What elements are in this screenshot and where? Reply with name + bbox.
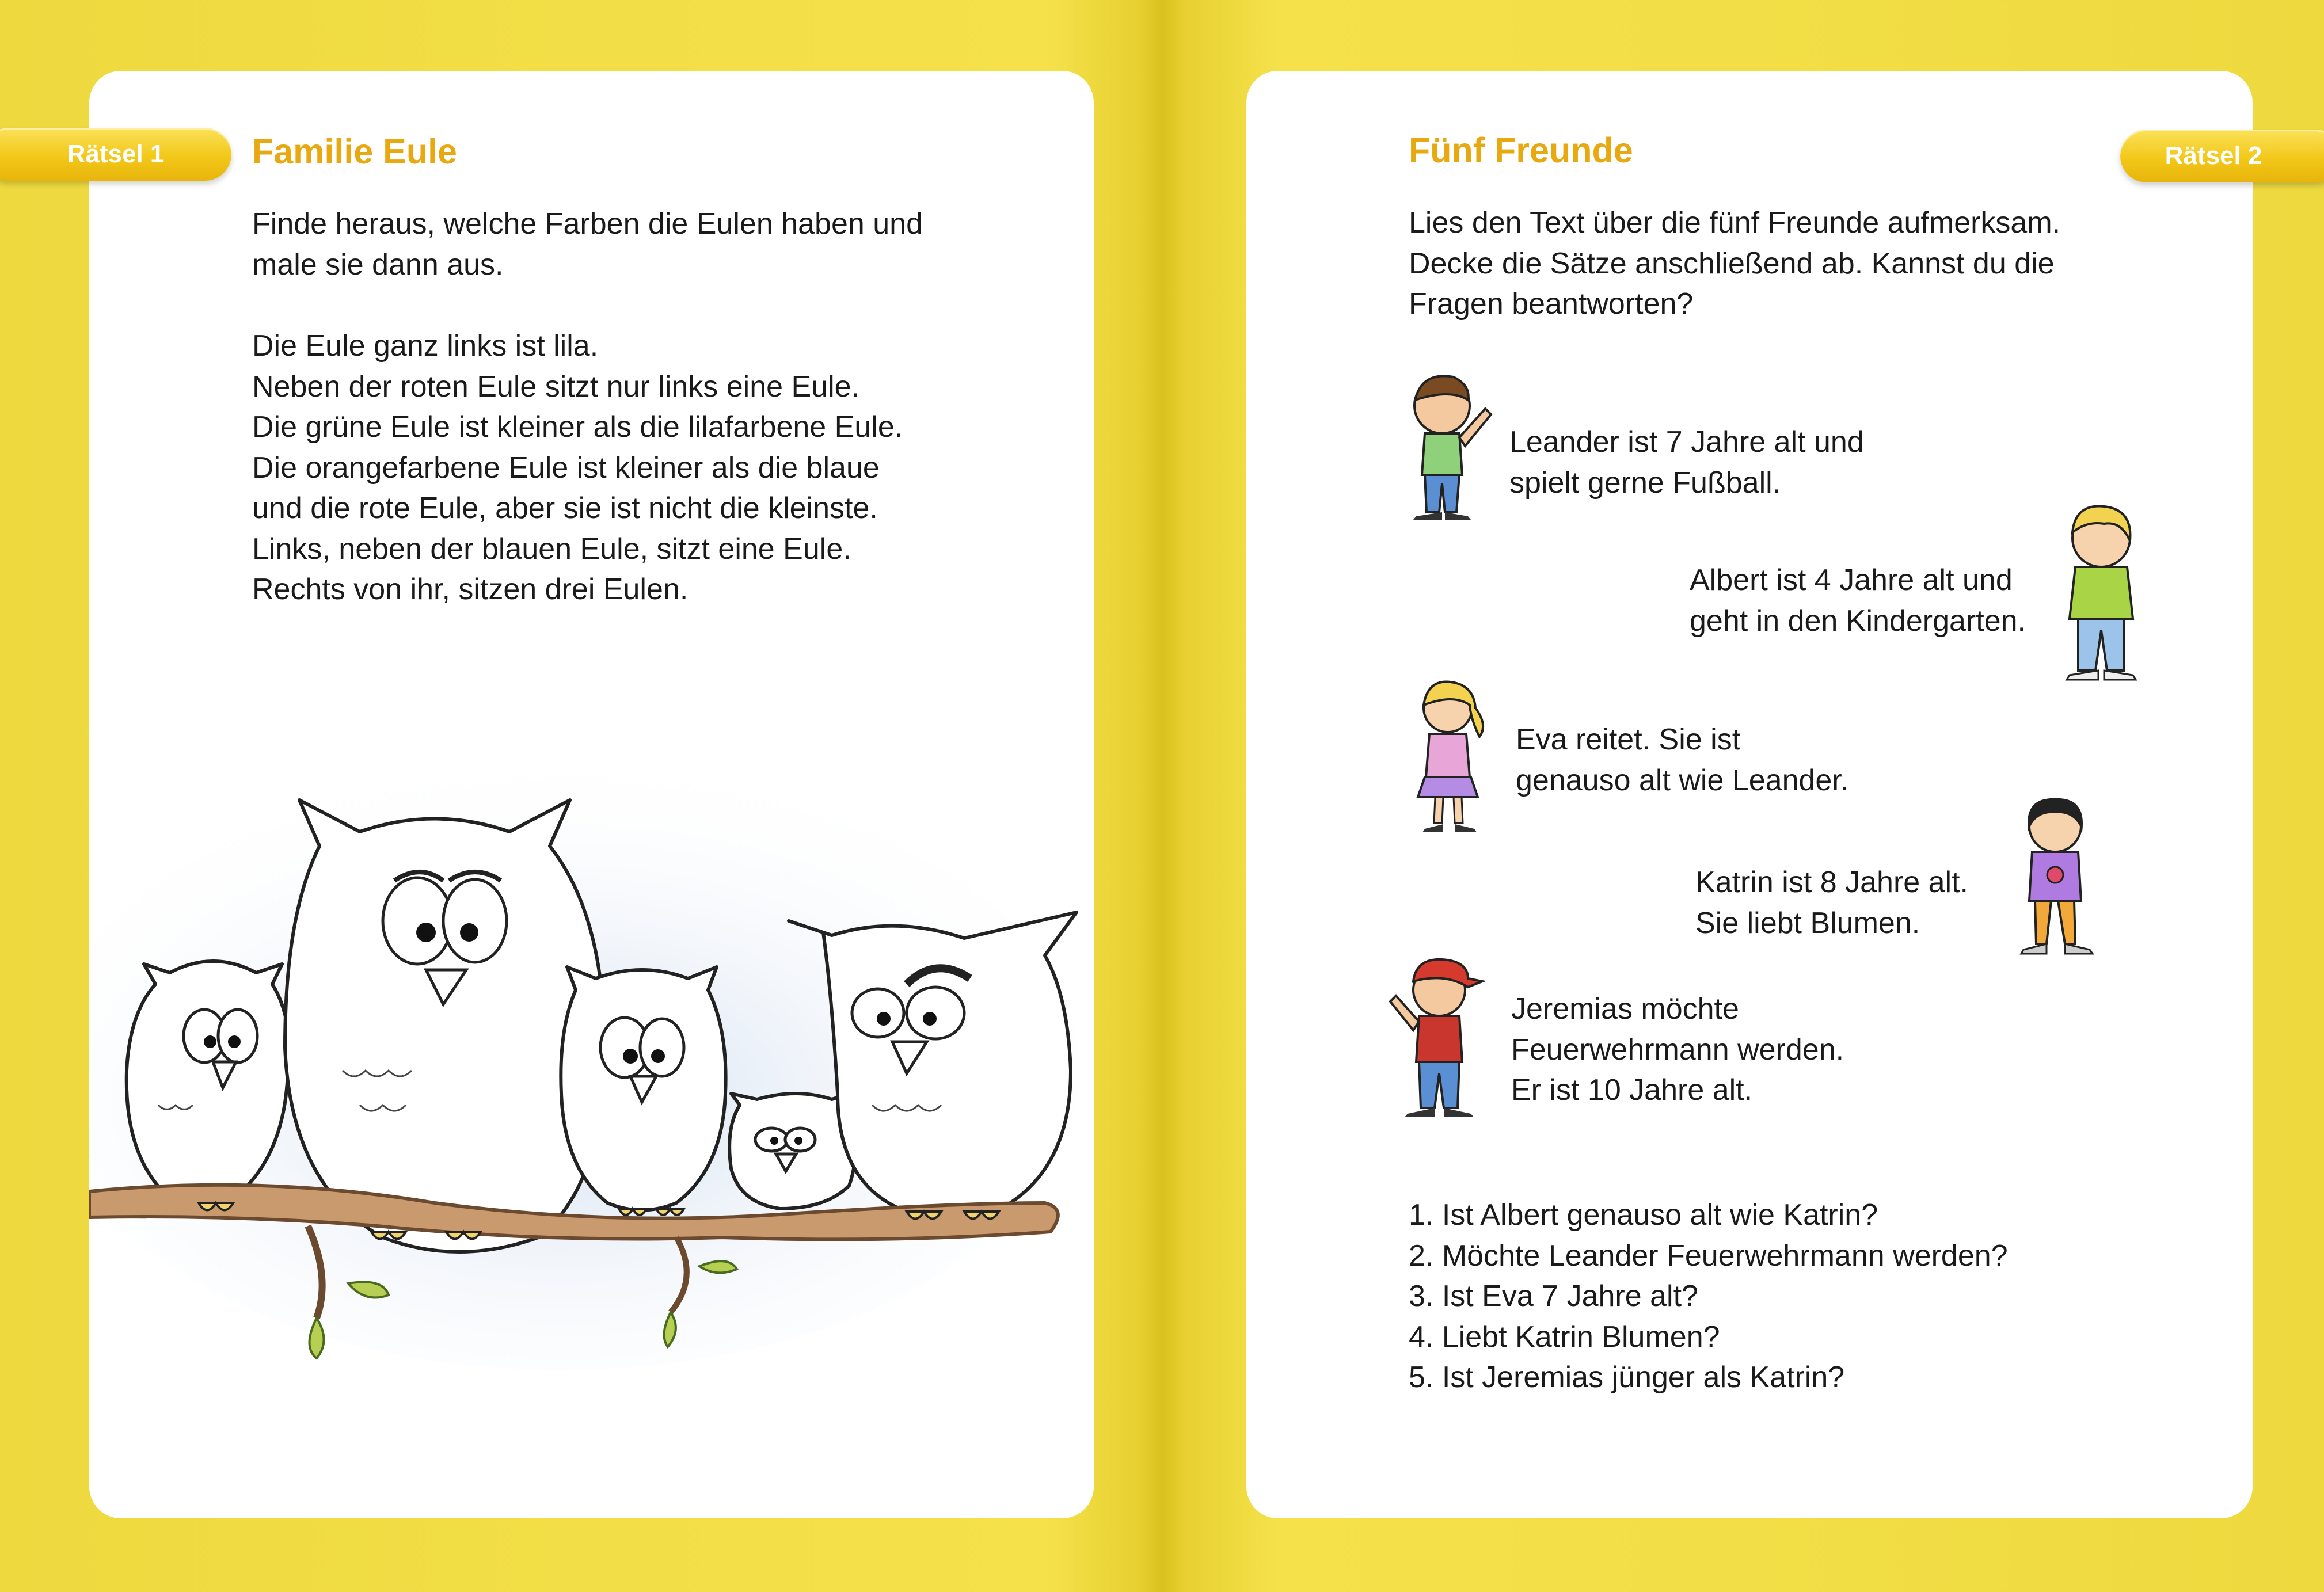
left-page-title: Familie Eule <box>252 132 457 171</box>
friend-line: Jeremias möchte <box>1511 992 1739 1026</box>
friend-line: Er ist 10 Jahre alt. <box>1511 1073 1753 1107</box>
friend-line: geht in den Kindergarten. <box>1690 604 2026 638</box>
clue-line: Links, neben der blauen Eule, sitzt eine Eule. <box>252 532 851 566</box>
friend-line: Katrin ist 8 Jahre alt. <box>1695 866 1968 899</box>
left-intro <box>252 204 923 285</box>
friend-line: spielt gerne Fußball. <box>1509 466 1781 500</box>
jeremias-illustration <box>1382 947 1497 1119</box>
clue-line: Die orangefarbene Eule ist kleiner als die blaue <box>252 451 880 485</box>
friend-leander-text <box>1509 422 1864 503</box>
katrin-illustration <box>2000 791 2110 958</box>
friend-line: genauso alt wie Leander. <box>1516 763 1849 797</box>
friend-line: Leander ist 7 Jahre alt und <box>1509 425 1864 459</box>
friend-line: Albert ist 4 Jahre alt und <box>1690 563 2013 597</box>
eva-illustration <box>1402 673 1500 835</box>
owl-clues <box>252 326 903 610</box>
question-item: 2. Möchte Leander Feuerwehrmann werden? <box>1409 1239 2008 1273</box>
albert-illustration <box>2047 498 2150 682</box>
clue-line: und die rote Eule, aber sie ist nicht die kleinste. <box>252 492 878 525</box>
intro-line: Decke die Sätze anschließend ab. Kannst du die <box>1409 246 2055 280</box>
question-item: 4. Liebt Katrin Blumen? <box>1409 1320 1720 1354</box>
leander-illustration <box>1399 365 1503 521</box>
intro-line: male sie dann aus. <box>252 247 504 281</box>
questions-list <box>1409 1195 2008 1398</box>
friend-katrin-text <box>1695 862 1968 943</box>
question-item: 5. Ist Jeremias jünger als Katrin? <box>1409 1361 1845 1394</box>
clue-line: Rechts von ihr, sitzen drei Eulen. <box>252 573 689 606</box>
right-intro <box>1409 203 2060 325</box>
question-item: 1. Ist Albert genauso alt wie Katrin? <box>1409 1198 1878 1232</box>
clue-line: Neben der roten Eule sitzt nur links eine Eule. <box>252 370 860 403</box>
friend-line: Sie liebt Blumen. <box>1695 906 1920 940</box>
intro-line: Finde heraus, welche Farben die Eulen haben und <box>252 207 923 241</box>
question-item: 3. Ist Eva 7 Jahre alt? <box>1409 1279 1698 1313</box>
clue-line: Die Eule ganz links ist lila. <box>252 329 599 363</box>
friend-eva-text <box>1516 719 1848 801</box>
intro-line: Fragen beantworten? <box>1409 287 1694 321</box>
friend-jeremias-text <box>1511 989 1844 1111</box>
friend-line: Feuerwehrmann werden. <box>1511 1033 1844 1067</box>
puzzle-tab-1: Rätsel 1 <box>0 128 231 181</box>
clue-line: Die grüne Eule ist kleiner als die lilafarbene Eule. <box>252 410 903 444</box>
puzzle-tab-2: Rätsel 2 <box>2120 130 2324 182</box>
owl-family-illustration <box>89 748 1094 1381</box>
right-page-title: Fünf Freunde <box>1409 131 1633 170</box>
friend-line: Eva reitet. Sie ist <box>1516 723 1741 756</box>
friend-albert-text <box>1690 560 2026 641</box>
intro-line: Lies den Text über die fünf Freunde aufmerksam. <box>1409 206 2061 239</box>
